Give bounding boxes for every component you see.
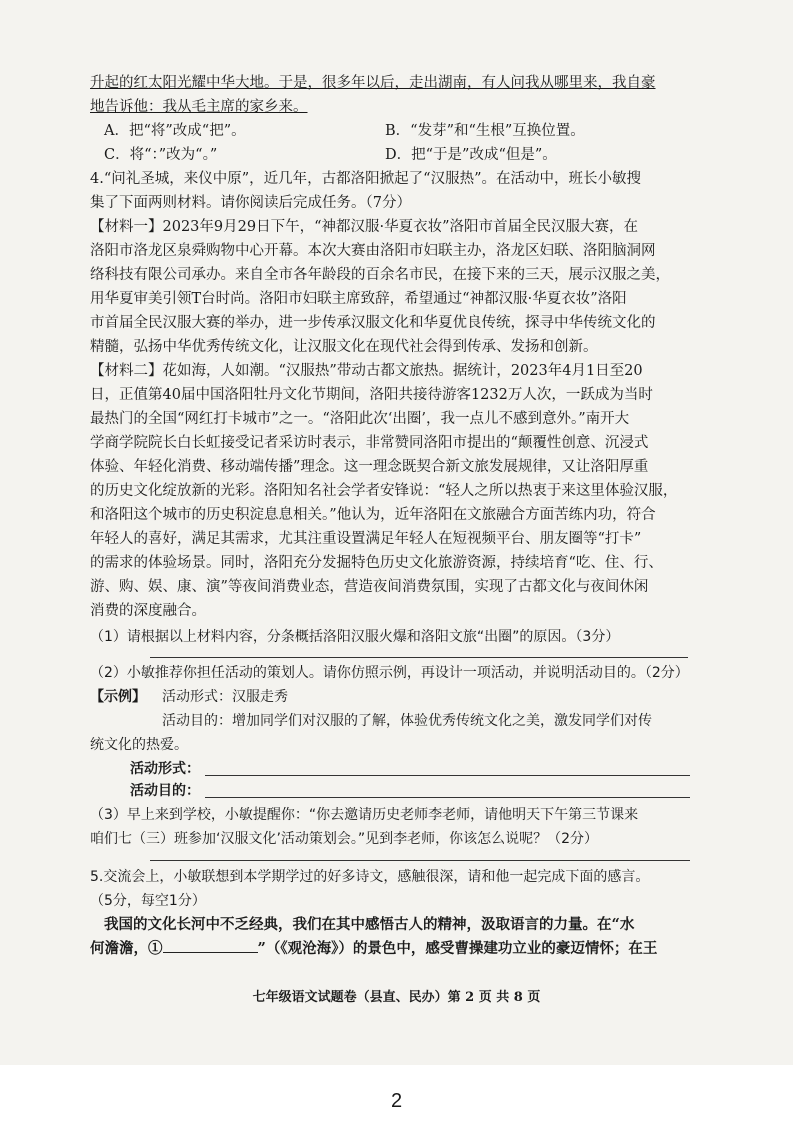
question-5: （5分，每空1分）	[90, 893, 206, 909]
example-goal: 统文化的热爱。	[90, 737, 188, 753]
question-5: 5.交流会上，小敏联想到本学期学过的好多诗文，感触很深，请和他一起完成下面的感言。	[90, 869, 650, 885]
sub-question-3: （3）早上来到学校，小敏提醒你：“你去邀请历史老师李老师，请他明天下午第三节课来	[90, 807, 639, 823]
passage-line: 地告诉他：我从毛主席的家乡来。	[90, 99, 308, 115]
page-footer: 七年级语文试题卷（县直、民办）第 2 页 共 8 页	[252, 990, 541, 1005]
material-1-line: 市首届全民汉服大赛的举办，进一步传承汉服文化和华夏优良传统，探寻中华传统文化的	[90, 315, 656, 331]
material-1-line: 精髓，弘扬中华优秀传统文化，让汉服文化在现代社会得到传承、发扬和创新。	[90, 339, 598, 355]
material-1-line: 用华夏审美引领T台时尚。洛阳市妇联主席致辞，希望通过“神都汉服·华夏衣妆”洛阳	[90, 291, 627, 307]
material-2-line: 消费的深度融合。	[90, 603, 206, 619]
passage-line: 升起的红太阳光耀中华大地。于是，很多年以后，走出湖南，有人问我从哪里来，我自豪	[90, 75, 656, 91]
activity-form-label: 活动形式：	[130, 761, 200, 777]
material-2-line: 最热门的全国“网红打卡城市”之一。“洛阳此次‘出圈’，我一点儿不感到意外。”南开大	[90, 411, 630, 427]
passage-line: 我国的文化长河中不乏经典，我们在其中感悟古人的精神，汲取语言的力量。在“水	[104, 916, 635, 933]
option-a: A．把“将”改成“把”。	[104, 123, 246, 139]
sub-question-2: （2）小敏推荐你担任活动的策划人。请你仿照示例，再设计一项活动，并说明活动目的。（2分）	[90, 665, 689, 681]
material-2-line: 游、购、娱、康、演”等夜间消费业态，营造夜间消费氛围，实现了古都文化与夜间休闲	[90, 579, 649, 595]
option-c: C．将“：”改为“。”	[104, 147, 218, 163]
material-1-line: 【材料一】2023年9月29日下午，“神都汉服·华夏衣妆”洛阳市首届全民汉服大赛，在	[90, 219, 639, 235]
material-2-line: 的需求的体验场景。同时，洛阳充分发掘特色历史文化旅游资源，持续培育“吃、住、行、	[90, 555, 663, 571]
material-1-line: 络科技有限公司承办。来自全市各年龄段的百余名市民，在接下来的三天，展示汉服之美，	[90, 267, 670, 283]
sub-question-3: 咱们七（三）班参加‘汉服文化’活动策划会。”见到李老师，你该怎么说呢？（2分）	[90, 831, 599, 847]
activity-goal-label: 活动目的：	[130, 783, 200, 799]
example-label: 【示例】	[90, 689, 146, 705]
activity-form-field[interactable]	[205, 775, 690, 776]
activity-goal-field[interactable]	[205, 797, 690, 798]
passage-text: 何澹澹，①	[90, 940, 163, 957]
passage-line	[90, 938, 688, 960]
answer-line[interactable]	[150, 657, 688, 658]
sub-question-1: （1）请根据以上材料内容，分条概括洛阳汉服火爆和洛阳文旅“出圈”的原因。（3分）	[90, 629, 620, 645]
page-number: 2	[390, 1090, 403, 1112]
material-2-line: 和洛阳这个城市的历史积淀息息相关。”他认为，近年洛阳在文旅融合方面苦练内功，符合	[90, 507, 656, 523]
example-form: 活动形式：汉服走秀	[162, 689, 288, 705]
material-2-line: 体验、年轻化消费、移动端传播”理念。这一理念既契合新文旅发展规律，又让洛阳厚重	[90, 459, 649, 475]
material-2-line: 【材料二】花如海，人如潮。“汉服热”带动古都文旅热。据统计，2023年4月1日至20	[90, 363, 643, 379]
answer-line[interactable]	[150, 860, 690, 861]
question-4-intro: 集了下面两则材料。请你阅读后完成任务。（7分）	[90, 195, 411, 211]
material-1-line: 洛阳市洛龙区泉舜购物中心开幕。本次大赛由洛阳市妇联主办，洛龙区妇联、洛阳脑洞网	[90, 243, 656, 259]
material-2-line: 的历史文化绽放新的光彩。洛阳知名社会学者安锋说：“轻人之所以热衷于来这里体验汉服，	[90, 483, 678, 499]
example-goal: 活动目的：增加同学们对汉服的了解，体验优秀传统文化之美，激发同学们对传	[162, 713, 652, 729]
material-2-line: 日，正值第40届中国洛阳牡丹文化节期间，洛阳共接待游客1232万人次，一跃成为当时	[90, 387, 653, 403]
passage-text: ”（《观沧海》）的景色中，感受曹操建功立业的豪迈情怀；在王	[257, 940, 658, 957]
option-d: D．把“于是”改成“但是”。	[385, 147, 557, 163]
blank-1-field[interactable]	[163, 938, 258, 953]
material-2-line: 年轻人的喜好，满足其需求，尤其注重设置满足年轻人在短视频平台、朋友圈等“打卡”	[90, 531, 642, 547]
material-2-line: 学商学院院长白长虹接受记者采访时表示，非常赞同洛阳市提出的“颠覆性创意、沉浸式	[90, 435, 649, 451]
option-b: B．“发芽”和“生根”互换位置。	[385, 123, 585, 139]
question-4-intro: 4.“问礼圣城，来仪中原”，近几年，古都洛阳掀起了“汉服热”。在活动中，班长小敏搜	[90, 171, 641, 187]
